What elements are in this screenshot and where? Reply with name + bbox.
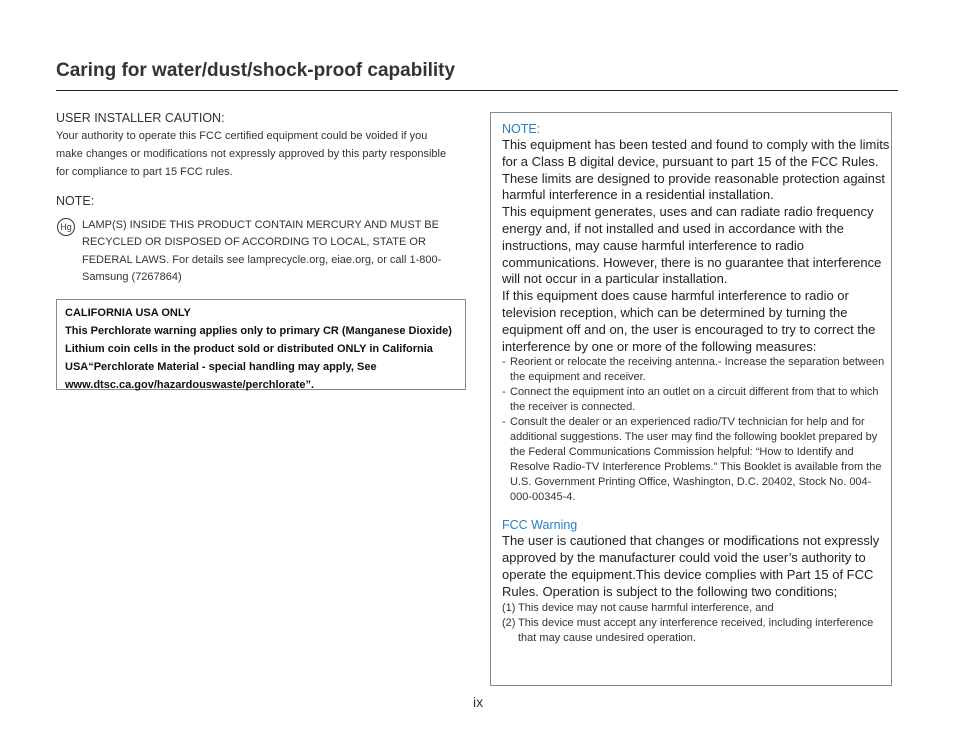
condition-text: This device must accept any interference received, including interference that may cause undesired operation. [518,616,874,644]
page-number: ix [473,694,484,710]
list-item [502,601,891,616]
bullet-dash: - [502,356,506,369]
mercury-note-heading: NOTE: [56,194,95,208]
fcc-warning-heading: FCC Warning [502,518,578,533]
title-divider [56,90,898,91]
california-body: This Perchlorate warning applies only to primary CR (Manganese Dioxide) Lithium coin cells in the product sold or distributed ONLY in California USA“Perchlorate Material - special handling may apply, See www.dtsc.ca.gov/hazardouswaste/perchlorate”. [65,325,452,391]
fcc-conditions-list [502,601,891,646]
mercury-hg-icon: Hg [57,218,75,236]
condition-number: (1) [502,601,516,614]
list-item-text: Reorient or relocate the receiving antenna.- Increase the separation between the equipment and receiver. [510,356,885,384]
fcc-warning-body: The user is cautioned that changes or modifications not expressly approved by the manufacturer could void the user’s authority to operate the equipment.This device complies with Part 15 of FCC Rules. Operation is subject to the following two conditions; [502,533,880,599]
list-item-text: Connect the equipment into an outlet on a circuit different from that to which the receiver is connected. [510,386,879,414]
california-warning-box [56,299,466,390]
fcc-note-paragraph: This equipment generates, uses and can radiate radio frequency energy and, if not installed and used in accordance with the instructions, may cause harmful interference to radio communications. However, there is no guarantee that interference will not occur in a particular installation. [502,204,882,287]
user-installer-caution-heading: USER INSTALLER CAUTION: [56,111,225,125]
fcc-note-heading: NOTE: [502,122,541,136]
interference-measures-list [502,355,891,505]
fcc-notice-box [490,112,892,686]
list-item [502,355,891,385]
list-item [502,616,891,646]
bullet-dash: - [502,416,506,429]
user-installer-caution-body: Your authority to operate this FCC certified equipment could be voided if you make changes or modifications not expressly approved by this party responsible for compliance to part 15 FCC rules. [56,130,447,178]
california-heading: CALIFORNIA USA ONLY [65,307,191,319]
list-item [502,415,891,505]
fcc-note-paragraph: This equipment has been tested and found to comply with the limits for a Class B digital device, pursuant to part 15 of the FCC Rules. [502,137,890,169]
bullet-dash: - [502,386,506,399]
list-item [502,385,891,415]
fcc-note-paragraph: These limits are designed to provide reasonable protection against harmful interference in a residential installation. [502,170,886,203]
condition-number: (2) [502,616,516,629]
mercury-note-text: LAMP(S) INSIDE THIS PRODUCT CONTAIN MERCURY AND MUST BE RECYCLED OR DISPOSED OF ACCORDING TO LOCAL, STATE OR FEDERAL LAWS. For details see lamprecycle.org, eiae.org, or call 1-800-Samsung (7267864) [82,219,442,283]
condition-text: This device may not cause harmful interference, and [518,601,774,614]
list-item-text: Consult the dealer or an experienced radio/TV technician for help and for additional suggestions. The user may find the following booklet prepared by the Federal Communications Commission helpful: “How to Identify and Resolve Radio-TV Interference Problems.” This Booklet is available from the U.S. Government Printing Office, Washington, D.C. 20402, Stock No. 004-000-00345-4. [510,416,882,504]
page-title: Caring for water/dust/shock-proof capability [56,60,456,81]
fcc-note-paragraph: If this equipment does cause harmful interference to radio or television reception, which can be determined by turning the equipment off and on, the user is encouraged to try to correct the interference by one or more of the following measures: [502,288,876,354]
